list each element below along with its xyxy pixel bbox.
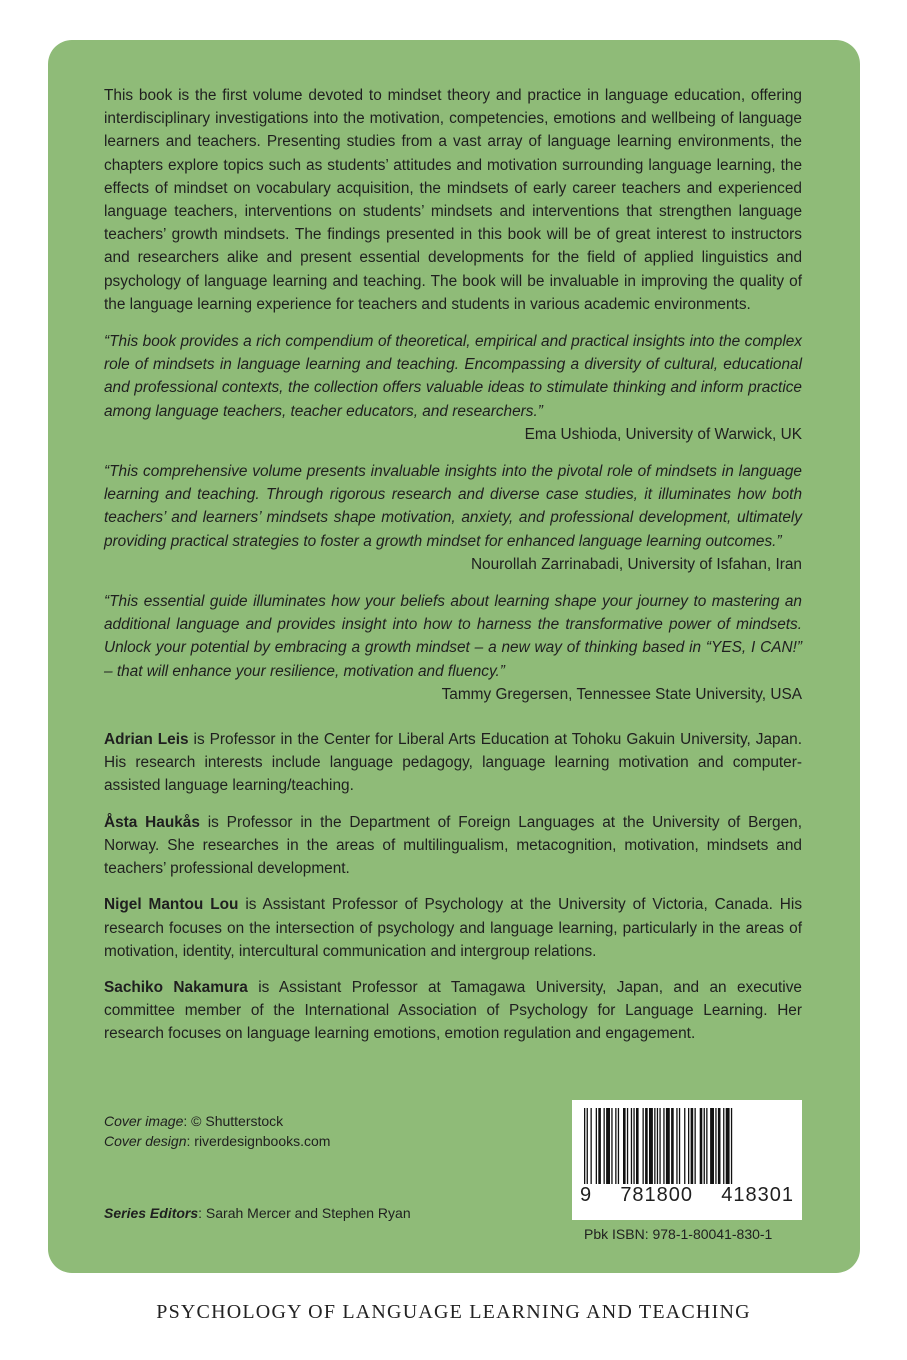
barcode-bar [604, 1108, 605, 1184]
author-bio [104, 811, 802, 881]
barcode-bar [700, 1108, 703, 1184]
barcode-bar [636, 1108, 639, 1184]
barcode [572, 1100, 802, 1220]
barcode-bar [618, 1108, 619, 1184]
barcode-digit-group: 9 [580, 1184, 593, 1206]
barcode-bar [679, 1108, 680, 1184]
review-quote: “This book provides a rich compendium of theoretical, empirical and practical insights into the complex role of mindsets in language learning and teaching. Encompassing a diversity of cultural, educational and professional contexts, the collection offers valuable ideas to stimulate thinking and inform practice among language teachers, teacher educators, and researchers.” [104, 333, 802, 420]
barcode-bar [623, 1108, 626, 1184]
review-quote: “This comprehensive volume presents invaluable insights into the pivotal role of mindsets in language learning and teaching. Through rigorous research and diverse case studies, it illuminates how both teachers’ and learners’ mindsets shape motivation, anxiety, and professional development, ultimately providing practical strategies to foster a growth mindset for enhanced language learning outcomes.” [104, 463, 802, 550]
barcode-bars [582, 1108, 792, 1184]
credit-value: : riverdesignbooks.com [186, 1133, 331, 1149]
barcode-bar [591, 1108, 592, 1184]
credit-label: Cover design [104, 1133, 187, 1149]
author-bios [104, 728, 802, 1045]
author-bio-text: is Assistant Professor at Tamagawa University, Japan, and an executive committee member of the International Association of Psychology for Language Learning. Her research focuses on language learning emotions, emotion regulation and engagement. [104, 978, 802, 1043]
series-editors-value: : Sarah Mercer and Stephen Ryan [198, 1205, 411, 1221]
barcode-bar [584, 1108, 585, 1184]
barcode-bar [649, 1108, 653, 1184]
review [104, 590, 802, 706]
author-bio [104, 976, 802, 1046]
cover-text [104, 84, 802, 1059]
barcode-bar [606, 1108, 610, 1184]
barcode-bar [688, 1108, 689, 1184]
barcode-bar [671, 1108, 674, 1184]
barcode-bar [695, 1108, 696, 1184]
author-bio-text: is Assistant Professor of Psychology at the University of Victoria, Canada. His research focuses on the intersection of psychology and language learning, particularly in the areas of motivation, identity, intercultural communication and intergroup relations. [104, 896, 803, 960]
barcode-bar [706, 1108, 707, 1184]
series-title: PSYCHOLOGY OF LANGUAGE LEARNING AND TEACHING [156, 1301, 751, 1323]
barcode-bar [726, 1108, 730, 1184]
barcode-digits [572, 1184, 802, 1207]
barcode-bar [598, 1108, 601, 1184]
barcode-bar [611, 1108, 612, 1184]
barcode-bar [704, 1108, 705, 1184]
barcode-digit-group: 418301 [721, 1184, 794, 1206]
barcode-bar [596, 1108, 597, 1184]
review [104, 460, 802, 576]
barcode-bar [715, 1108, 716, 1184]
barcode-bar [627, 1108, 628, 1184]
author-name: Adrian Leis [104, 731, 189, 749]
author-name: Sachiko Nakamura [104, 978, 248, 996]
barcode-bar [663, 1108, 664, 1184]
barcode-bar [633, 1108, 634, 1184]
series-editors [104, 1203, 411, 1223]
cover-image-credit [104, 1111, 330, 1131]
review-attribution: Nourollah Zarrinabadi, University of Isfahan, Iran [470, 555, 802, 573]
author-bio-text: is Professor in the Center for Liberal Arts Education at Tohoku Gakuin University, Japan. His research interests include language pedagogy, language learning motivation and computer-assisted language learning/teaching. [104, 731, 802, 795]
author-bio [104, 893, 802, 963]
review-attribution: Ema Ushioda, University of Warwick, UK [524, 425, 802, 443]
barcode-bar [666, 1108, 670, 1184]
barcode-digit-group: 781800 [620, 1184, 694, 1206]
barcode-bar [645, 1108, 648, 1184]
barcode-bar [731, 1108, 732, 1184]
review-quote: “This essential guide illuminates how your beliefs about learning shape your journey to mastering an additional language and provides insight into how to harness the transformative power of mindsets. Unlock your potential by embracing a growth mindset – a new way of thinking based in “YES, I CAN!” – that will enhance your resilience, motivation and fluency.” [104, 593, 802, 680]
cover-design-credit [104, 1131, 330, 1151]
author-bio [104, 728, 802, 798]
review-attribution: Tammy Gregersen, Tennessee State University, USA [441, 685, 802, 703]
author-name: Åsta Haukås [104, 813, 200, 831]
barcode-bar [710, 1108, 714, 1184]
barcode-bar [615, 1108, 616, 1184]
barcode-bar [676, 1108, 677, 1184]
author-bio-text: is Professor in the Department of Foreign Languages at the University of Bergen, Norway. She researches in the areas of multilingualism, metacognition, motivation, mindsets and teachers’ professional development. [104, 813, 803, 878]
review [104, 330, 802, 446]
barcode-bar [587, 1108, 588, 1184]
barcode-bar [723, 1108, 724, 1184]
barcode-bar [718, 1108, 721, 1184]
book-description: This book is the first volume devoted to mindset theory and practice in language education, offering interdisciplinary investigations into the motivation, competencies, emotions and wellbeing of language learners and teachers. Presenting studies from a vast array of language learning environments, the chapters explore topics such as students’ attitudes and motivation surrounding language learning, the effects of mindset on vocabulary acquisition, the mindsets of early career teachers and experienced language teachers, interventions on students’ mindsets and interventions that strengthen language teachers’ growth mindsets. The findings presented in this book will be of great interest to instructors and researchers alike and present essential developments for the field of applied linguistics and psychology of language learning and teaching. The book will be invaluable in improving the quality of the language learning experience for teachers and students in various academic environments. [104, 87, 802, 313]
series-editors-label: Series Editors [104, 1205, 199, 1221]
isbn: Pbk ISBN: 978-1-80041-830-1 [584, 1226, 773, 1242]
barcode-bar [631, 1108, 632, 1184]
barcode-bar [659, 1108, 660, 1184]
barcode-bar [691, 1108, 694, 1184]
credit-value: : © Shutterstock [183, 1113, 284, 1129]
barcode-bar [657, 1108, 658, 1184]
barcode-bar [684, 1108, 685, 1184]
cover-credits [104, 1111, 330, 1151]
barcode-bar [654, 1108, 655, 1184]
author-name: Nigel Mantou Lou [104, 896, 239, 914]
credit-label: Cover image [104, 1113, 184, 1129]
barcode-bar [643, 1108, 644, 1184]
